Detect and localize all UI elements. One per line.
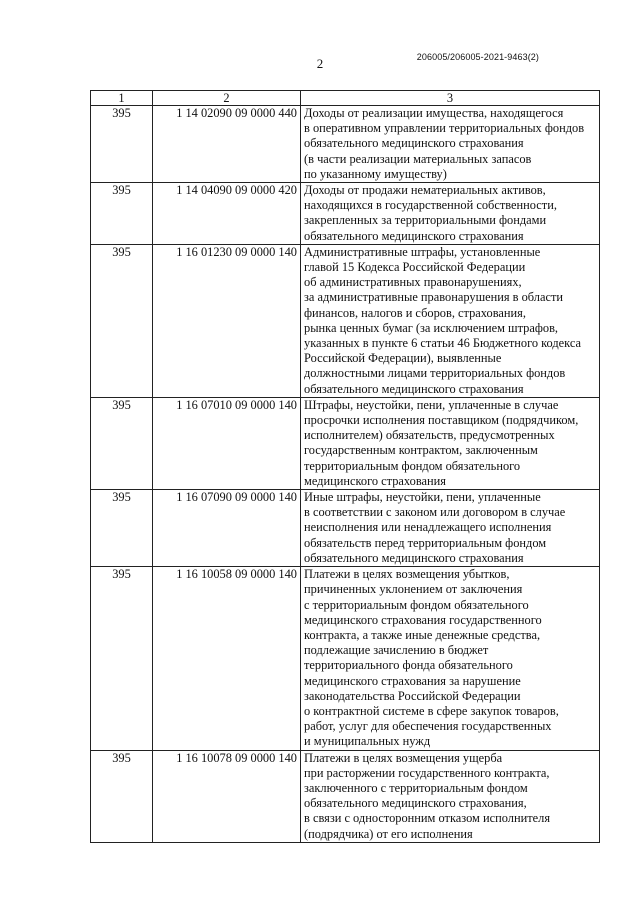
description-line: обязательного медицинского страхования (304, 136, 524, 151)
budget-classification-code-cell: 1 14 02090 09 0000 440 (153, 106, 301, 183)
table-body (91, 106, 600, 843)
page-number: 2 (316, 56, 324, 71)
description-line: главой 15 Кодекса Российской Федерации (304, 260, 526, 275)
table-row (91, 106, 600, 183)
table-row (91, 750, 600, 842)
description-line: обязательного медицинского страхования (304, 228, 524, 243)
description-line: Доходы от продажи нематериальных активов, (304, 183, 546, 198)
admin-code-cell: 395 (91, 750, 153, 842)
description-line: просрочки исполнения поставщиком (подрядчиком, (304, 413, 579, 428)
description-line: обязательного медицинского страхования (304, 381, 524, 396)
description-line: указанных в пункте 6 статьи 46 Бюджетного кодекса (304, 336, 582, 351)
description-line: работ, услуг для обеспечения государственных (304, 719, 552, 734)
budget-classification-code-cell: 1 16 07090 09 0000 140 (153, 490, 301, 567)
description-line: в оперативном управлении территориальных фондов (304, 121, 585, 136)
budget-classification-code-cell: 1 16 01230 09 0000 140 (153, 244, 301, 397)
column-header-2: 2 (153, 91, 301, 106)
description-line: рынка ценных бумаг (за исключением штрафов, (304, 320, 559, 335)
revenue-description-cell (301, 183, 600, 245)
revenue-description-cell (301, 244, 600, 397)
description-line: Иные штрафы, неустойки, пени, уплаченные (304, 490, 541, 505)
budget-classification-code-cell: 1 16 10058 09 0000 140 (153, 567, 301, 750)
description-line: и муниципальных нужд (304, 734, 431, 749)
description-line: с территориальным фондом обязательного (304, 597, 529, 612)
description-line: по указанному имуществу) (304, 166, 447, 181)
table-header-row (91, 91, 600, 106)
admin-code-cell: 395 (91, 397, 153, 489)
description-line: находящихся в государственной собственности, (304, 198, 557, 213)
admin-code-cell: 395 (91, 183, 153, 245)
description-line: Штрафы, неустойки, пени, уплаченные в случае (304, 397, 559, 412)
description-line: подлежащие зачислению в бюджет (304, 643, 489, 658)
description-line: об административных правонарушениях, (304, 275, 522, 290)
description-line: финансов, налогов и сборов, страхования, (304, 305, 526, 320)
admin-code-cell: 395 (91, 106, 153, 183)
admin-code-cell: 395 (91, 244, 153, 397)
revenue-description-cell (301, 750, 600, 842)
table-row (91, 567, 600, 750)
description-line: Платежи в целях возмещения убытков, (304, 567, 510, 582)
revenue-description-cell (301, 106, 600, 183)
table-row (91, 490, 600, 567)
description-line: в соответствии с законом или договором в случае (304, 505, 566, 520)
revenue-description-cell (301, 397, 600, 489)
description-line: медицинского страхования (304, 473, 446, 488)
description-line: медицинского страхования государственного (304, 612, 542, 627)
description-line: исполнителем) обязательств, предусмотренных (304, 428, 555, 443)
description-line: за административные правонарушения в области (304, 290, 564, 305)
description-line: контракта, а также иные денежные средства, (304, 627, 541, 642)
description-line: при расторжении государственного контракта, (304, 765, 550, 780)
description-line: (подрядчика) от его исполнения (304, 826, 473, 841)
description-line: Российской Федерации), выявленные (304, 351, 502, 366)
description-line: заключенного с территориальным фондом (304, 780, 528, 795)
description-line: в связи с односторонним отказом исполнителя (304, 811, 551, 826)
description-line: законодательства Российской Федерации (304, 688, 521, 703)
document-id: 206005/206005-2021-9463(2) (416, 52, 539, 62)
description-line: территориального фонда обязательного (304, 658, 513, 673)
description-line: (в части реализации материальных запасов (304, 151, 532, 166)
description-line: обязательного медицинского страхования, (304, 796, 527, 811)
description-line: о контрактной системе в сфере закупок товаров, (304, 703, 559, 718)
table-row (91, 244, 600, 397)
description-line: закрепленных за территориальными фондами (304, 213, 547, 228)
description-line: Доходы от реализации имущества, находящегося (304, 106, 564, 120)
description-line: причиненных уклонением от заключения (304, 582, 523, 597)
budget-classification-code-cell: 1 16 10078 09 0000 140 (153, 750, 301, 842)
table-row (91, 183, 600, 245)
description-line: обязательного медицинского страхования (304, 550, 524, 565)
column-header-1: 1 (91, 91, 153, 106)
revenue-codes-table (90, 90, 600, 843)
description-line: должностными лицами территориальных фондов (304, 366, 566, 381)
description-line: территориальным фондом обязательного (304, 458, 521, 473)
budget-classification-code-cell: 1 16 07010 09 0000 140 (153, 397, 301, 489)
description-line: неисполнения или ненадлежащего исполнения (304, 520, 552, 535)
description-line: обязательств перед территориальным фондом (304, 535, 547, 550)
description-line: государственным контрактом, заключенным (304, 443, 538, 458)
table-row (91, 397, 600, 489)
description-line: медицинского страхования за нарушение (304, 673, 521, 688)
column-header-3: 3 (301, 91, 600, 106)
description-line: Административные штрафы, установленные (304, 244, 541, 259)
description-line: Платежи в целях возмещения ущерба (304, 750, 503, 765)
admin-code-cell: 395 (91, 567, 153, 750)
revenue-description-cell (301, 490, 600, 567)
budget-classification-code-cell: 1 14 04090 09 0000 420 (153, 183, 301, 245)
admin-code-cell: 395 (91, 490, 153, 567)
revenue-description-cell (301, 567, 600, 750)
